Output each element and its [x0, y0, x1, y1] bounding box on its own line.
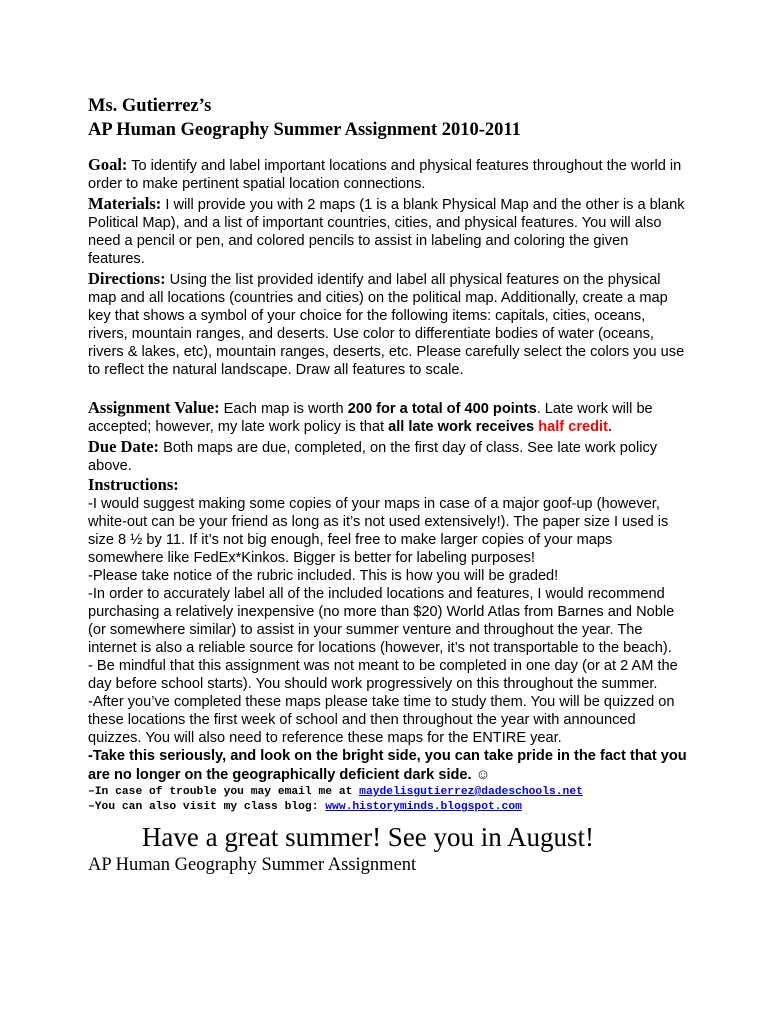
directions-paragraph — [88, 270, 688, 379]
directions-text: Using the list provided identify and label all physical features on the physical map and all locations (countries and cities) on the political map. Additionally, create a map key that shows a symbol of your choice for the following items: capitals, cities, oceans, rivers, mountain ranges, and deserts. Use color to differentiate bodies of water (oceans, rivers & lakes, etc), mountain ranges, deserts, etc. Please carefully select the colors you use to reflect the natural landscape. Draw all features to scale. — [88, 272, 685, 378]
directions-label: Directions: — [88, 269, 166, 288]
assignment-value-paragraph — [88, 399, 688, 436]
email-prefix: –In case of trouble you may email me at — [88, 786, 360, 798]
instruction-item: -In order to accurately label all of the included locations and features, I would recommend purchasing a relatively inexpensive (no more than $20) World Atlas from Barnes and Noble (or somewhere similar) to assist in your summer venture and throughout the year. The internet is also a reliable source for locations (however, it’s not transportable to the beach). — [88, 586, 675, 656]
instruction-item: -After you’ve completed these maps please take time to study them. You will be quizzed on these locations the first week of school and then throughout the year with announced quizzes. You will also need to reference these maps for the ENTIRE year. — [88, 694, 675, 746]
materials-paragraph — [88, 195, 688, 268]
materials-label: Materials: — [88, 194, 162, 213]
blog-line — [88, 800, 688, 815]
instruction-item: -I would suggest making some copies of your maps in case of a major goof-up (however, white-out can be your friend as long as it’s not used extensively!). The paper size I used is size 8 ½ by 11. If it’s not big enough, feel free to make larger copies of your maps somewhere like FedEx*Kinkos. Bigger is better for labeling purposes! — [88, 496, 669, 566]
instruction-item: -Please take notice of the rubric included. This is how you will be graded! — [88, 568, 559, 584]
assignment-value-label: Assignment Value: — [88, 398, 220, 417]
goal-text: To identify and label important locations and physical features throughout the world in order to make pertinent spatial location connections. — [88, 158, 682, 192]
instruction-item: - Be mindful that this assignment was not meant to be completed in one day (or at 2 AM the day before school starts). You should work progressively on this throughout the summer. — [88, 658, 678, 692]
goal-label: Goal: — [88, 155, 128, 174]
blog-link[interactable]: www.historyminds.blogspot.com — [325, 801, 522, 813]
farewell-message: Have a great summer! See you in August! — [141, 822, 595, 852]
assignment-value-points: 200 for a total of 400 points — [347, 401, 537, 417]
document-body — [88, 94, 688, 877]
late-work-policy: all late work receives — [388, 419, 539, 435]
due-date-paragraph — [88, 438, 688, 475]
assignment-title: AP Human Geography Summer Assignment 2010-2011 — [88, 120, 521, 140]
materials-text: I will provide you with 2 maps (1 is a blank Physical Map and the other is a blank Political Map), and a list of important countries, cities, and physical features. You will also need a pencil or pen, and colored pencils to assist in labeling and coloring the given features. — [88, 197, 685, 267]
goal-paragraph — [88, 156, 688, 193]
half-credit-emphasis: half credit. — [538, 419, 613, 435]
due-date-label: Due Date: — [88, 437, 160, 456]
assignment-value-text-2: . Late work will be accepted; however, my late work policy is that — [88, 401, 653, 435]
email-line — [88, 785, 688, 800]
blog-prefix: –You can also visit my class blog: — [88, 801, 326, 813]
assignment-value-text-1: Each map is worth — [219, 401, 348, 417]
closing-note: -Take this seriously, and look on the bright side, you can take pride in the fact that you are no longer on the geographically deficient dark side. ☺ — [88, 748, 687, 783]
email-link[interactable]: maydelisgutierrez@dadeschools.net — [359, 786, 583, 798]
teacher-name: Ms. Gutierrez’s — [88, 96, 212, 116]
instructions-heading: Instructions: — [88, 475, 179, 494]
footer-title: AP Human Geography Summer Assignment — [88, 855, 417, 875]
due-date-text: Both maps are due, completed, on the first day of class. See late work policy above. — [88, 440, 658, 474]
